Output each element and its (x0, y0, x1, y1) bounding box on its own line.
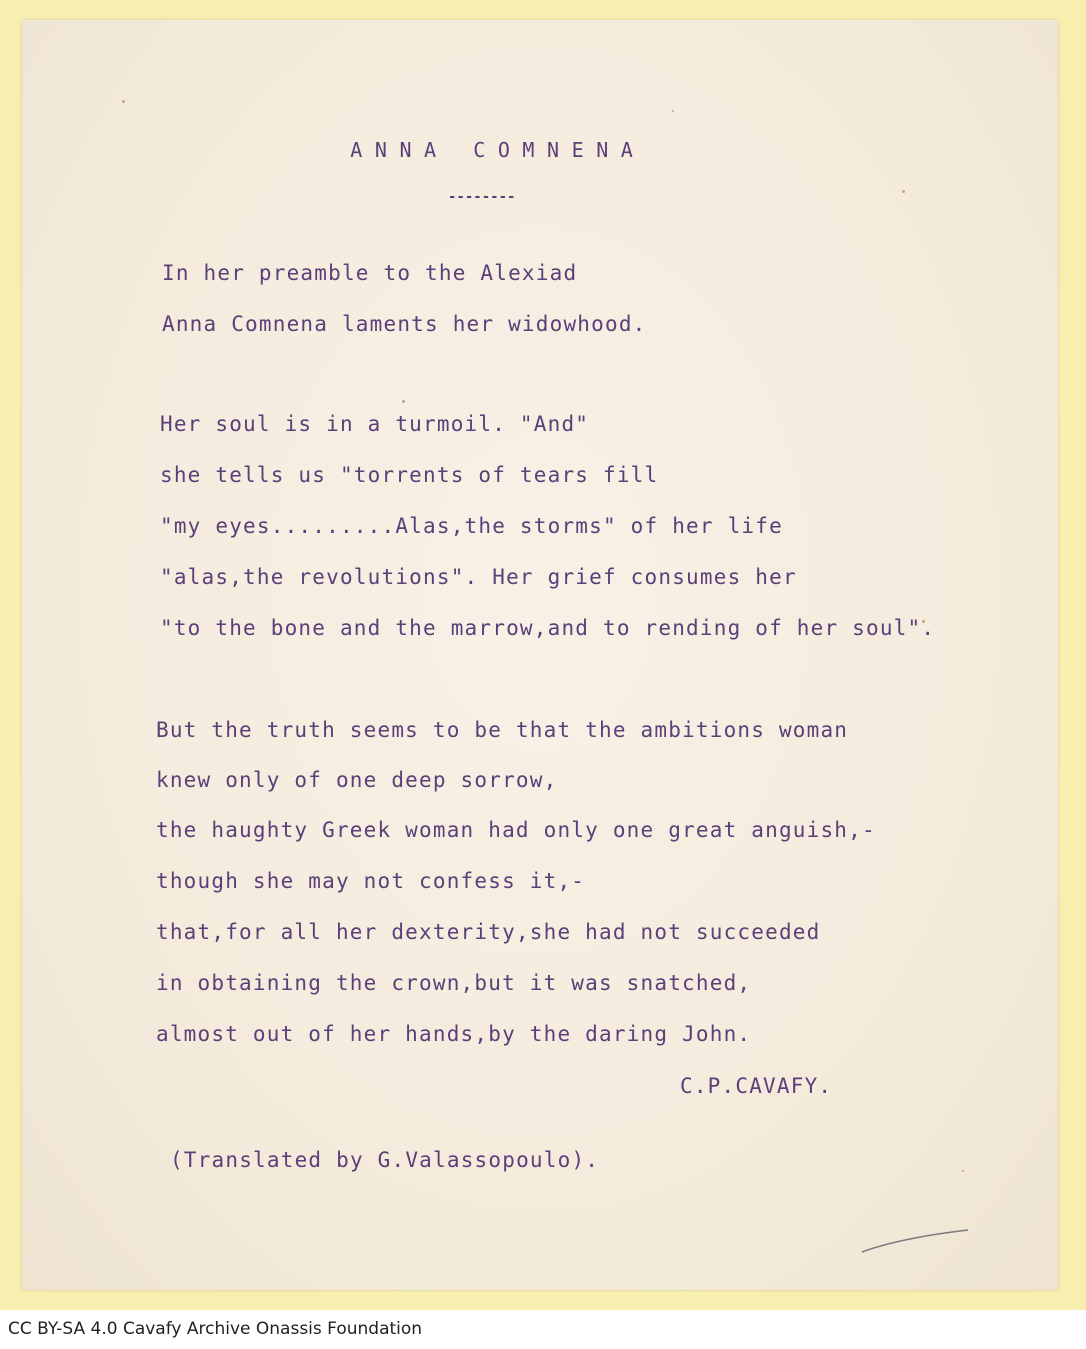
title-letter: A (620, 138, 633, 162)
title-letter: C (473, 138, 486, 162)
poem-line: in obtaining the crown,but it was snatched, (156, 971, 752, 995)
poem-line: though she may not confess it,- (156, 869, 586, 893)
title-letter: N (547, 138, 560, 162)
poem-line: But the truth seems to be that the ambitions woman (156, 718, 849, 742)
paper-speck (122, 100, 125, 103)
pen-mark (860, 1222, 980, 1262)
license-caption: CC BY-SA 4.0 Cavafy Archive Onassis Foundation (8, 1319, 423, 1339)
paper-speck (962, 1170, 964, 1172)
title-letter (442, 140, 467, 160)
title-letter: N (399, 138, 412, 162)
title-letter: E (571, 138, 584, 162)
translation-credit: (Translated by G.Valassopoulo). (170, 1148, 600, 1172)
title-letter: N (374, 138, 387, 162)
typed-page (22, 20, 1058, 1290)
poem-line: almost out of her hands,by the daring John. (156, 1022, 752, 1046)
poem-line: knew only of one deep sorrow, (156, 768, 558, 792)
poem-line: "my eyes.........Alas,the storms" of her life (160, 514, 783, 538)
paper-speck (402, 400, 405, 403)
title-letter: M (522, 138, 535, 162)
poem-title (344, 140, 639, 160)
title-letter: N (596, 138, 609, 162)
poem-line: "to the bone and the marrow,and to rending of her soul". (160, 616, 936, 640)
poem-line: Anna Comnena laments her widowhood. (162, 312, 647, 336)
paper-speck (902, 190, 905, 193)
poem-line: that,for all her dexterity,she had not succeeded (156, 920, 821, 944)
title-letter: A (350, 138, 363, 162)
author-signature: C.P.CAVAFY. (680, 1074, 833, 1098)
poem-line: Her soul is in a turmoil. "And" (160, 412, 590, 436)
poem-line: she tells us "torrents of tears fill (160, 463, 659, 487)
poem-line: "alas,the revolutions". Her grief consumes her (160, 565, 797, 589)
title-rule: -------- (448, 189, 516, 205)
title-letter: A (424, 138, 437, 162)
title-letter: O (497, 138, 510, 162)
poem-line: In her preamble to the Alexiad (162, 261, 578, 285)
poem-line: the haughty Greek woman had only one great anguish,- (156, 818, 876, 842)
paper-speck (672, 110, 674, 112)
